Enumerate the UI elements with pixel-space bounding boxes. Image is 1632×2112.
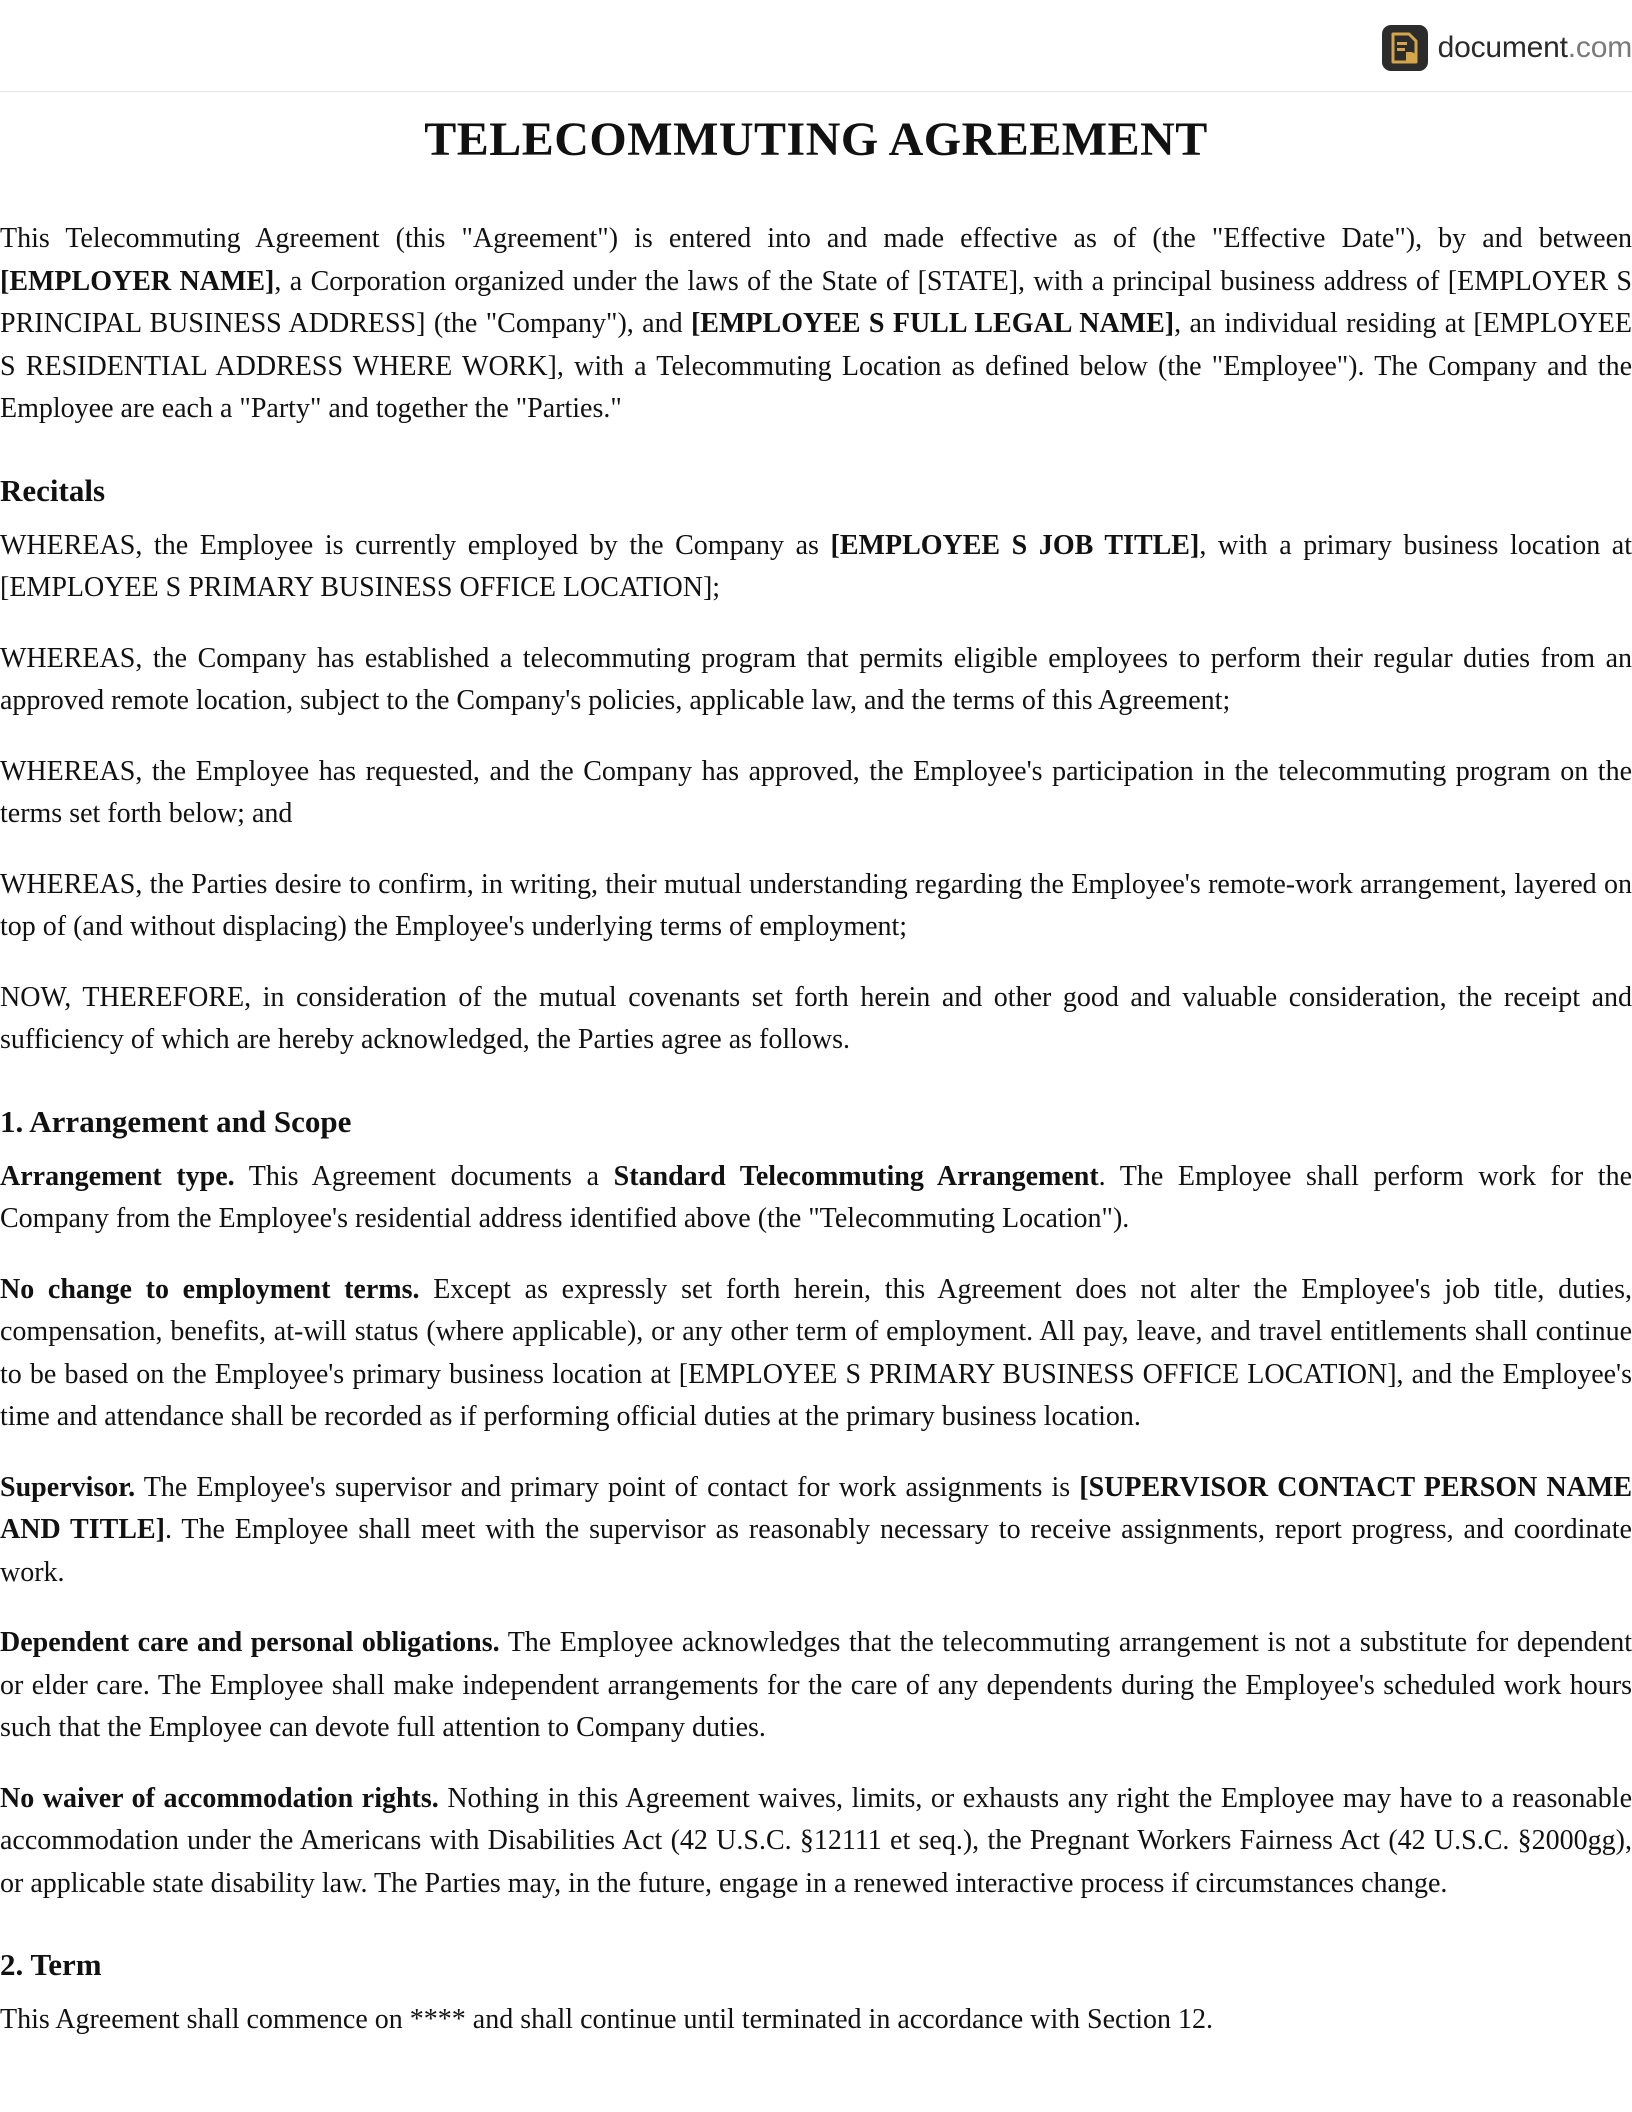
recital-4: WHEREAS, the Parties desire to confirm, in writing, their mutual understanding regarding the Employee's remote-work arrangement, layered on top of (and without displacing) the Employee's underlying terms of employment; [0,868,1632,942]
page-header [0,0,1632,92]
intro-paragraph: This Telecommuting Agreement (this "Agreement") is entered into and made effective as of (the "Effective Date"), by and between [EMPLOYER NAME], a Corporation organized under the laws of the State of [STATE], with a principal business address of [EMPLOYER S PRINCIPAL BUSINESS ADDRESS] (the "Company"), and [EMPLOYEE S FULL LEGAL NAME], an individual residing at [EMPLOYEE S RESIDENTIAL ADDRESS WHERE WORK], with a Telecommuting Location as defined below (the "Employee"). The Company and the Employee are each a "Party" and together the "Parties." [0,223,1632,424]
document-body [0,96,1632,2042]
section-1-arrangement-type: Arrangement type. This Agreement documents a Standard Telecommuting Arrangement. The Employee shall perform work for the Company from the Employee's residential address identified above (the "Telecommuting Location"). [0,1160,1632,1234]
brand-logo[interactable] [1382,24,1632,72]
document-logo-icon [1382,25,1428,71]
section-1-no-change: No change to employment terms. Except as expressly set forth herein, this Agreement does not alter the Employee's job title, duties, compensation, benefits, at-will status (where applicable), or any other term of employment. All pay, leave, and travel entitlements shall continue to be based on the Employee's primary business location at [EMPLOYEE S PRIMARY BUSINESS OFFICE LOCATION], and the Employee's time and attendance shall be recorded as if performing official duties at the primary business location. [0,1273,1632,1432]
recital-3: WHEREAS, the Employee has requested, and the Company has approved, the Employee's participation in the telecommuting program on the terms set forth below; and [0,755,1632,829]
section-1-heading: 1. Arrangement and Scope [0,1103,352,1139]
recital-1: WHEREAS, the Employee is currently employed by the Company as [EMPLOYEE S JOB TITLE], with a primary business location at [EMPLOYEE S PRIMARY BUSINESS OFFICE LOCATION]; [0,529,1632,603]
section-1-supervisor: Supervisor. The Employee's supervisor and primary point of contact for work assignments is [SUPERVISOR CONTACT PERSON NAME AND TITLE]. The Employee shall meet with the supervisor as reasonably necessary to receive assignments, report progress, and coordinate work. [0,1471,1632,1588]
section-1-accommodation: No waiver of accommodation rights. Nothing in this Agreement waives, limits, or exhausts any right the Employee may have to a reasonable accommodation under the Americans with Disabilities Act (42 U.S.C. §12111 et seq.), the Pregnant Workers Fairness Act (42 U.S.C. §2000gg), or applicable state disability law. The Parties may, in the future, engage in a renewed interactive process if circumstances change. [0,1782,1632,1899]
section-2-heading: 2. Term [0,1947,102,1982]
section-1-dependent-care: Dependent care and personal obligations. The Employee acknowledges that the telecommuting arrangement is not a substitute for dependent or elder care. The Employee shall make independent arrangements for the care of any dependents during the Employee's scheduled work hours such that the Employee can devote full attention to Company duties. [0,1627,1632,1743]
document-title: TELECOMMUTING AGREEMENT [424,113,1208,166]
recital-2: WHEREAS, the Company has established a telecommuting program that permits eligible employees to perform their regular duties from an approved remote location, subject to the Company's policies, applicable law, and the terms of this Agreement; [0,642,1632,716]
recital-now-therefore: NOW, THEREFORE, in consideration of the mutual covenants set forth herein and other good and valuable consideration, the receipt and sufficiency of which are hereby acknowledged, the Parties agree as follows. [0,981,1632,1055]
recitals-heading: Recitals [0,472,106,508]
brand-name: document.com [1437,31,1632,64]
section-2-term: This Agreement shall commence on **** and shall continue until terminated in accordance with Section 12. [0,2004,1213,2035]
